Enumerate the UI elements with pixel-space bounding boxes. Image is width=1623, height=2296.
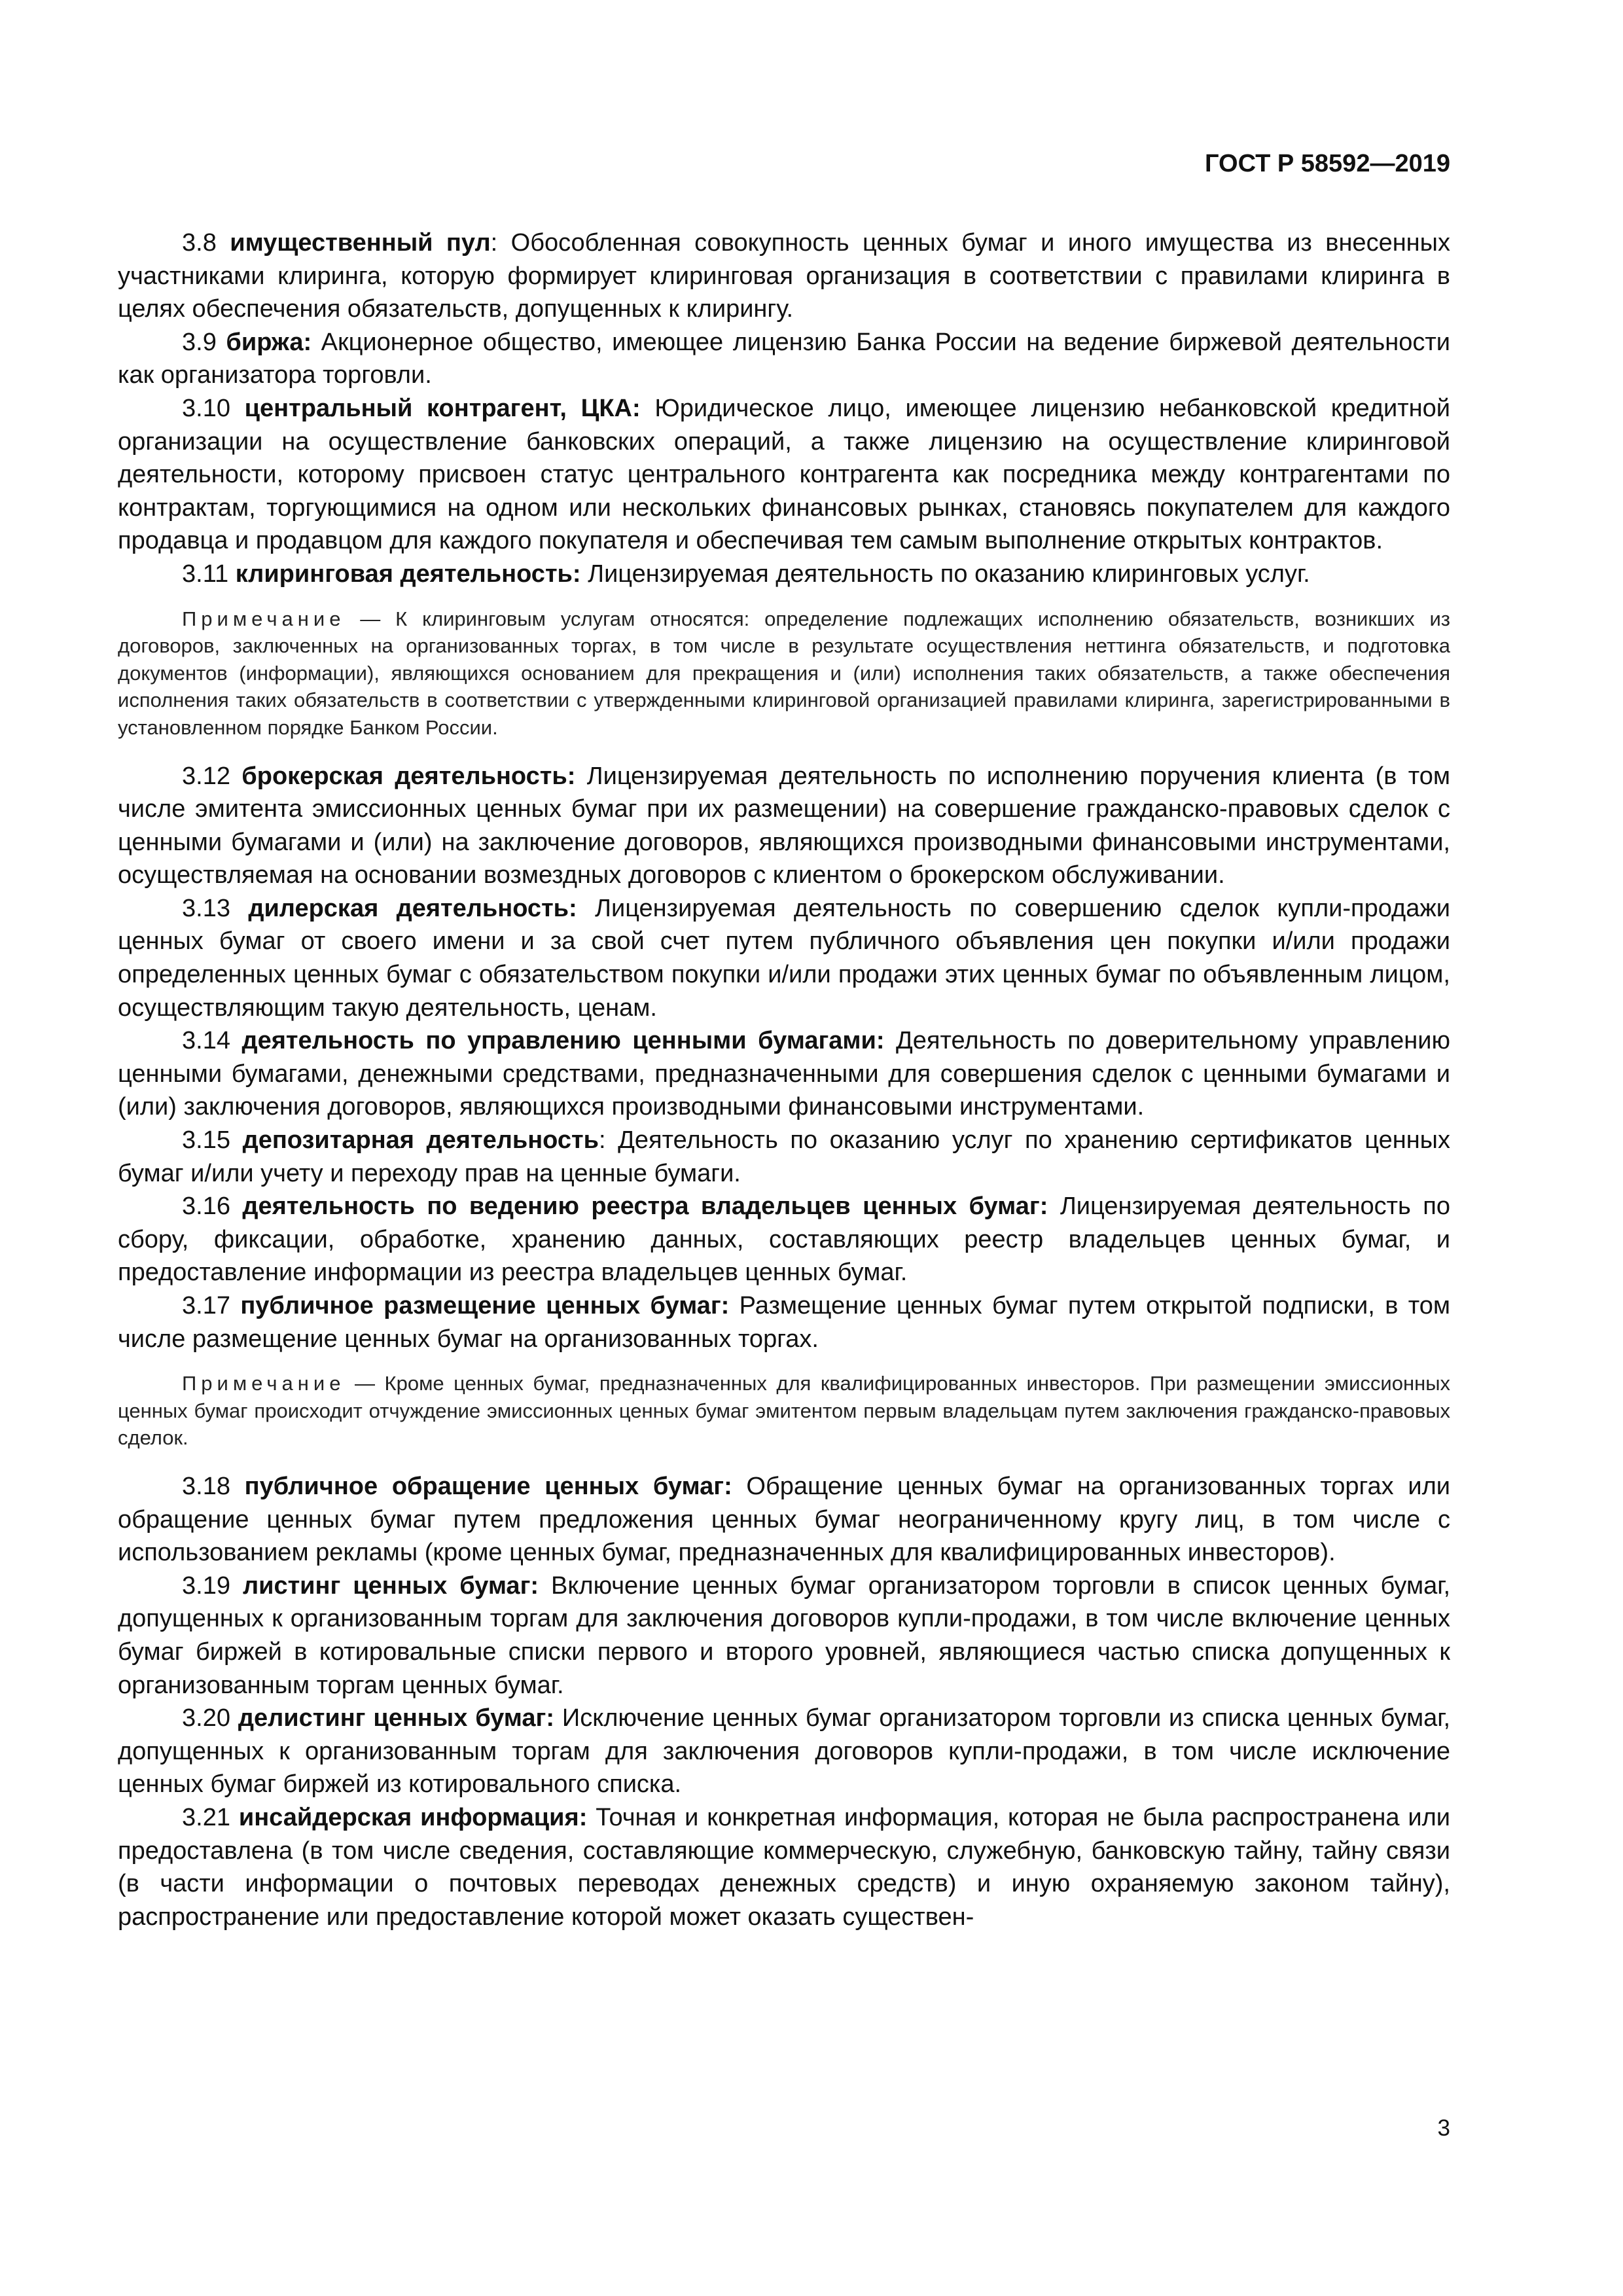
term-entry-3-10 xyxy=(118,392,1450,558)
term-entry-3-12 xyxy=(118,760,1450,892)
page-number: 3 xyxy=(1437,2115,1450,2141)
term-number: 3.13 xyxy=(182,894,230,922)
term-definition: Включение ценных бумаг организатором торговли в список ценных бумаг, допущенных к организованным торгам для заключения договоров купли-продажи, в том числе включение ценных бумаг биржей в котировальные списки первого и второго уровней, являющиеся частью списка допущенных к организованным торгам ценных бумаг. xyxy=(118,1571,1450,1699)
note-clearing-services: Примечание — К клиринговым услугам относятся: определение подлежащих исполнению обязательств, возникших из договоров, заключенных на организованных торгах, в том числе в результате осуществления неттинга обязательств, и подготовка документов (информации), являющихся основанием для прекращения и (или) исполнения таких обязательств, а также обеспечения исполнения таких обязательств в соответствии с утвержденными клиринговой организацией правилами клиринга, зарегистрированными в установленном порядке Банком России. xyxy=(118,607,1450,739)
term-entry-3-15: 3.15 депозитарная деятельность: Деятельность по оказанию услуг по хранению сертификатов ценных бумаг и/или учету и переходу прав на ценные бумаги. xyxy=(118,1126,1450,1187)
note-label: Примечание xyxy=(182,607,346,630)
term-name: листинг ценных бумаг: xyxy=(242,1571,539,1600)
term-name: публичное размещение ценных бумаг: xyxy=(240,1292,730,1319)
term-definition: Лицензируемая деятельность по сбору, фиксации, обработке, хранению данных, составляющих реестр владельцев ценных бумаг, и предоставление информации из реестра владельцев ценных бумаг. xyxy=(118,1193,1450,1287)
term-definition: Акционерное общество, имеющее лицензию Банка России на ведение биржевой деятельности как организатора торговли. xyxy=(118,328,1450,389)
term-number: 3.19 xyxy=(182,1571,230,1600)
term-definition: Обращение ценных бумаг на организованных торгах или обращение ценных бумаг путем предложения ценных бумаг неограниченному кругу лиц, в том числе с использованием рекламы (кроме ценных бумаг, предназначенных для квалифицированных инвесторов). xyxy=(118,1472,1450,1567)
term-entry-3-9 xyxy=(118,326,1450,392)
term-definition: Лицензируемая деятельность по исполнению поручения клиента (в том числе эмитента эмиссионных ценных бумаг при их размещении) на совершение гражданско-правовых сделок с ценными бумагами и (или) на заключение договоров, являющихся производными финансовыми инструментами, осуществляемая на основании возмездных договоров с клиентом о брокерском обслуживании. xyxy=(118,762,1450,889)
term-name: имущественный пул xyxy=(230,229,491,257)
note-label: Примечание xyxy=(182,1372,346,1395)
term-number: 3.9 xyxy=(182,328,217,356)
note-text: К клиринговым услугам относятся: определение подлежащих исполнению обязательств, возникших из договоров, заключенных на организованных торгах, в том числе в результате осуществления неттинга обязательств, и подготовка документов (информации), являющихся основанием для прекращения и (или) исполнения таких обязательств, а также обеспечения исполнения таких обязательств в соответствии с утвержденными клиринговой организацией правилами клиринга, зарегистрированными в установленном порядке Банком России. xyxy=(118,607,1450,739)
term-definition: Исключение ценных бумаг организатором торговли из списка ценных бумаг, допущенных к организованным торгам для заключения договоров купли-продажи, в том числе исключение ценных бумаг биржей из котировального списка. xyxy=(118,1704,1450,1799)
term-number: 3.10 xyxy=(182,394,230,422)
term-number: 3.11 xyxy=(182,560,229,588)
term-entry-3-21 xyxy=(118,1801,1450,1933)
term-number: 3.16 xyxy=(182,1193,230,1221)
terms-section xyxy=(118,226,1450,1933)
term-number: 3.15 xyxy=(182,1126,230,1155)
term-name: инсайдерская информация: xyxy=(238,1803,588,1831)
term-number: 3.8 xyxy=(182,229,217,257)
term-definition: Деятельность по доверительному управлению ценными бумагами, денежными средствами, предназначенными для совершения сделок с ценными бумагами и (или) заключения договоров, являющихся производными финансовыми инструментами. xyxy=(118,1027,1451,1121)
term-number: 3.12 xyxy=(182,762,230,790)
term-name: дилерская деятельность: xyxy=(248,894,577,922)
term-entry-3-18 xyxy=(118,1470,1450,1570)
term-number: 3.17 xyxy=(182,1292,230,1319)
term-definition: Размещение ценных бумаг путем открытой подписки, в том числе размещение ценных бумаг на организованных торгах. xyxy=(118,1292,1450,1353)
term-number: 3.20 xyxy=(182,1704,230,1732)
term-name: депозитарная деятельность xyxy=(242,1126,599,1155)
term-definition: Деятельность по оказанию услуг по хранению сертификатов ценных бумаг и/или учету и переходу прав на ценные бумаги. xyxy=(118,1126,1450,1187)
term-name: центральный контрагент, ЦКА: xyxy=(244,394,641,422)
term-entry-3-11 xyxy=(118,558,1450,591)
term-name: публичное обращение ценных бумаг: xyxy=(244,1472,732,1500)
term-definition: Точная и конкретная информация, которая не была распространена или предоставлена (в том числе сведения, составляющие коммерческую, служебную, банковскую тайну, тайну связи (в части информации о почтовых переводах денежных средств) и иную охраняемую законом тайну), распространение или предоставление которой может оказать существен- xyxy=(118,1803,1450,1931)
term-name: делистинг ценных бумаг: xyxy=(238,1704,555,1732)
standard-designation: ГОСТ Р 58592—2019 xyxy=(1205,150,1450,177)
term-definition: Лицензируемая деятельность по оказанию клиринговых услуг. xyxy=(580,560,1310,588)
term-entry-3-20 xyxy=(118,1702,1450,1801)
term-definition: Юридическое лицо, имеющее лицензию небанковской кредитной организации на осуществление банковских операций, а также лицензию на осуществление клиринговой деятельности, которому присвоен статус центрального контрагента как посредника между контрагентами по контрактам, торгующимися на одном или нескольких финансовых рынках, становясь покупателем для каждого продавца и продавцом для каждого покупателя и обеспечивая тем самым выполнение открытых контрактов. xyxy=(118,394,1450,555)
term-entry-3-14 xyxy=(118,1024,1450,1124)
term-name: брокерская деятельность: xyxy=(241,762,576,790)
note-public-placement: Примечание — Кроме ценных бумаг, предназначенных для квалифицированных инвесторов. При размещении эмиссионных ценных бумаг происходит отчуждение эмиссионных ценных бумаг эмитентом первым владельцам путем заключения гражданско-правовых сделок. xyxy=(118,1372,1450,1450)
term-name: деятельность по управлению ценными бумагами: xyxy=(241,1027,885,1055)
term-entry-3-17 xyxy=(118,1289,1450,1355)
term-number: 3.14 xyxy=(182,1027,230,1055)
term-definition: Обособленная совокупность ценных бумаг и иного имущества из внесенных участниками клиринга, которую формирует клиринговая организация в соответствии с правилами клиринга в целях обеспечения обязательств, допущенных к клирингу. xyxy=(118,229,1450,323)
term-entry-3-19 xyxy=(118,1570,1450,1702)
term-entry-3-13 xyxy=(118,892,1450,1024)
term-name: клиринговая деятельность: xyxy=(235,560,581,588)
term-definition: Лицензируемая деятельность по совершению сделок купли-продажи ценных бумаг от своего имени и за свой счет путем публичного объявления цен покупки и/или продажи определенных ценных бумаг с обязательством покупки и/или продажи этих ценных бумаг по объявленным лицом, осуществляющим такую деятельность, ценам. xyxy=(118,894,1451,1022)
term-entry-3-16 xyxy=(118,1190,1450,1289)
note-text: Кроме ценных бумаг, предназначенных для квалифицированных инвесторов. При размещении эмиссионных ценных бумаг происходит отчуждение эмиссионных ценных бумаг эмитентом первым владельцам путем заключения гражданско-правовых сделок. xyxy=(118,1372,1450,1450)
term-name: биржа: xyxy=(226,328,312,356)
term-number: 3.18 xyxy=(182,1472,230,1500)
term-number: 3.21 xyxy=(182,1803,230,1831)
term-name: деятельность по ведению реестра владельцев ценных бумаг: xyxy=(242,1193,1048,1221)
term-entry-3-8: 3.8 имущественный пул: Обособленная совокупность ценных бумаг и иного имущества из внесенных участниками клиринга, которую формирует клиринговая организация в соответствии с правилами клиринга в целях обеспечения обязательств, допущенных к клирингу. xyxy=(118,229,1450,323)
